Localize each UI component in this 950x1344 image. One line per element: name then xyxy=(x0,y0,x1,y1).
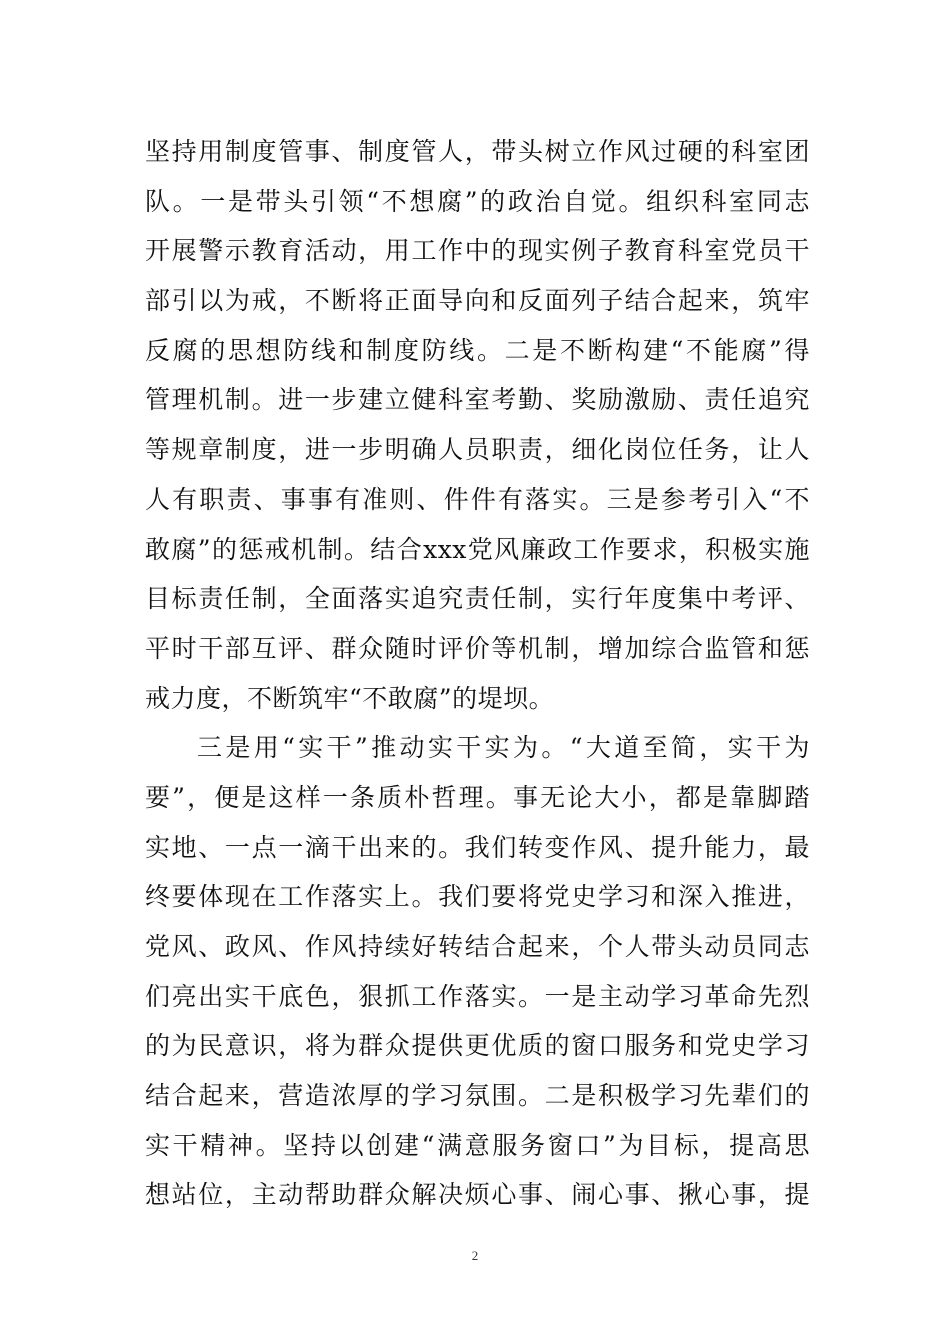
body-text xyxy=(145,127,810,1220)
text-line: 管理机制。进一步建立健科室考勤、奖励激励、责任追究 xyxy=(145,385,810,415)
text-line: 终要体现在工作落实上。我们要将党史学习和深入推进， xyxy=(145,882,810,912)
text-line: 结合起来，营造浓厚的学习氛围。二是积极学习先辈们的 xyxy=(145,1081,810,1111)
text-line: 戒力度，不断筑牢“不敢腐”的堤坝。 xyxy=(145,683,555,713)
text-line: 部引以为戒，不断将正面导向和反面列子结合起来，筑牢 xyxy=(145,286,810,316)
page-number: 2 xyxy=(471,1248,479,1263)
text-line: 要”，便是这样一条质朴哲理。事无论大小，都是靠脚踏 xyxy=(145,782,810,812)
text-line: 实干精神。坚持以创建“满意服务窗口”为目标，提高思 xyxy=(145,1130,810,1160)
text-line: 党风、政风、作风持续好转结合起来，个人带头动员同志 xyxy=(145,932,810,961)
text-line: 开展警示教育活动，用工作中的现实例子教育科室党员干 xyxy=(145,236,810,266)
text-line: 想站位，主动帮助群众解决烦心事、闹心事、揪心事，提 xyxy=(145,1180,810,1210)
text-line: 坚持用制度管事、制度管人，带头树立作风过硬的科室团 xyxy=(145,137,810,166)
text-line: 实地、一点一滴干出来的。我们转变作风、提升能力，最 xyxy=(145,832,810,862)
text-line: 队。一是带头引领“不想腐”的政治自觉。组织科室同志 xyxy=(145,186,810,216)
paragraph-start-line: 三是用“实干”推动实干实为。“大道至简，实干为 xyxy=(197,733,810,763)
text-line: 目标责任制，全面落实追究责任制，实行年度集中考评、 xyxy=(145,584,810,614)
text-line: 人有职责、事事有准则、件件有落实。三是参考引入“不 xyxy=(145,484,810,514)
text-line: 反腐的思想防线和制度防线。二是不断构建“不能腐”得 xyxy=(145,335,810,365)
text-line: 敢腐”的惩戒机制。结合xxx党风廉政工作要求，积极实施 xyxy=(145,534,810,564)
text-line: 平时干部互评、群众随时评价等机制，增加综合监管和惩 xyxy=(145,633,810,663)
text-line: 的为民意识，将为群众提供更优质的窗口服务和党史学习 xyxy=(145,1031,810,1061)
text-line: 等规章制度，进一步明确人员职责，细化岗位任务，让人 xyxy=(145,435,810,465)
text-line: 们亮出实干底色，狠抓工作落实。一是主动学习革命先烈 xyxy=(145,981,810,1011)
